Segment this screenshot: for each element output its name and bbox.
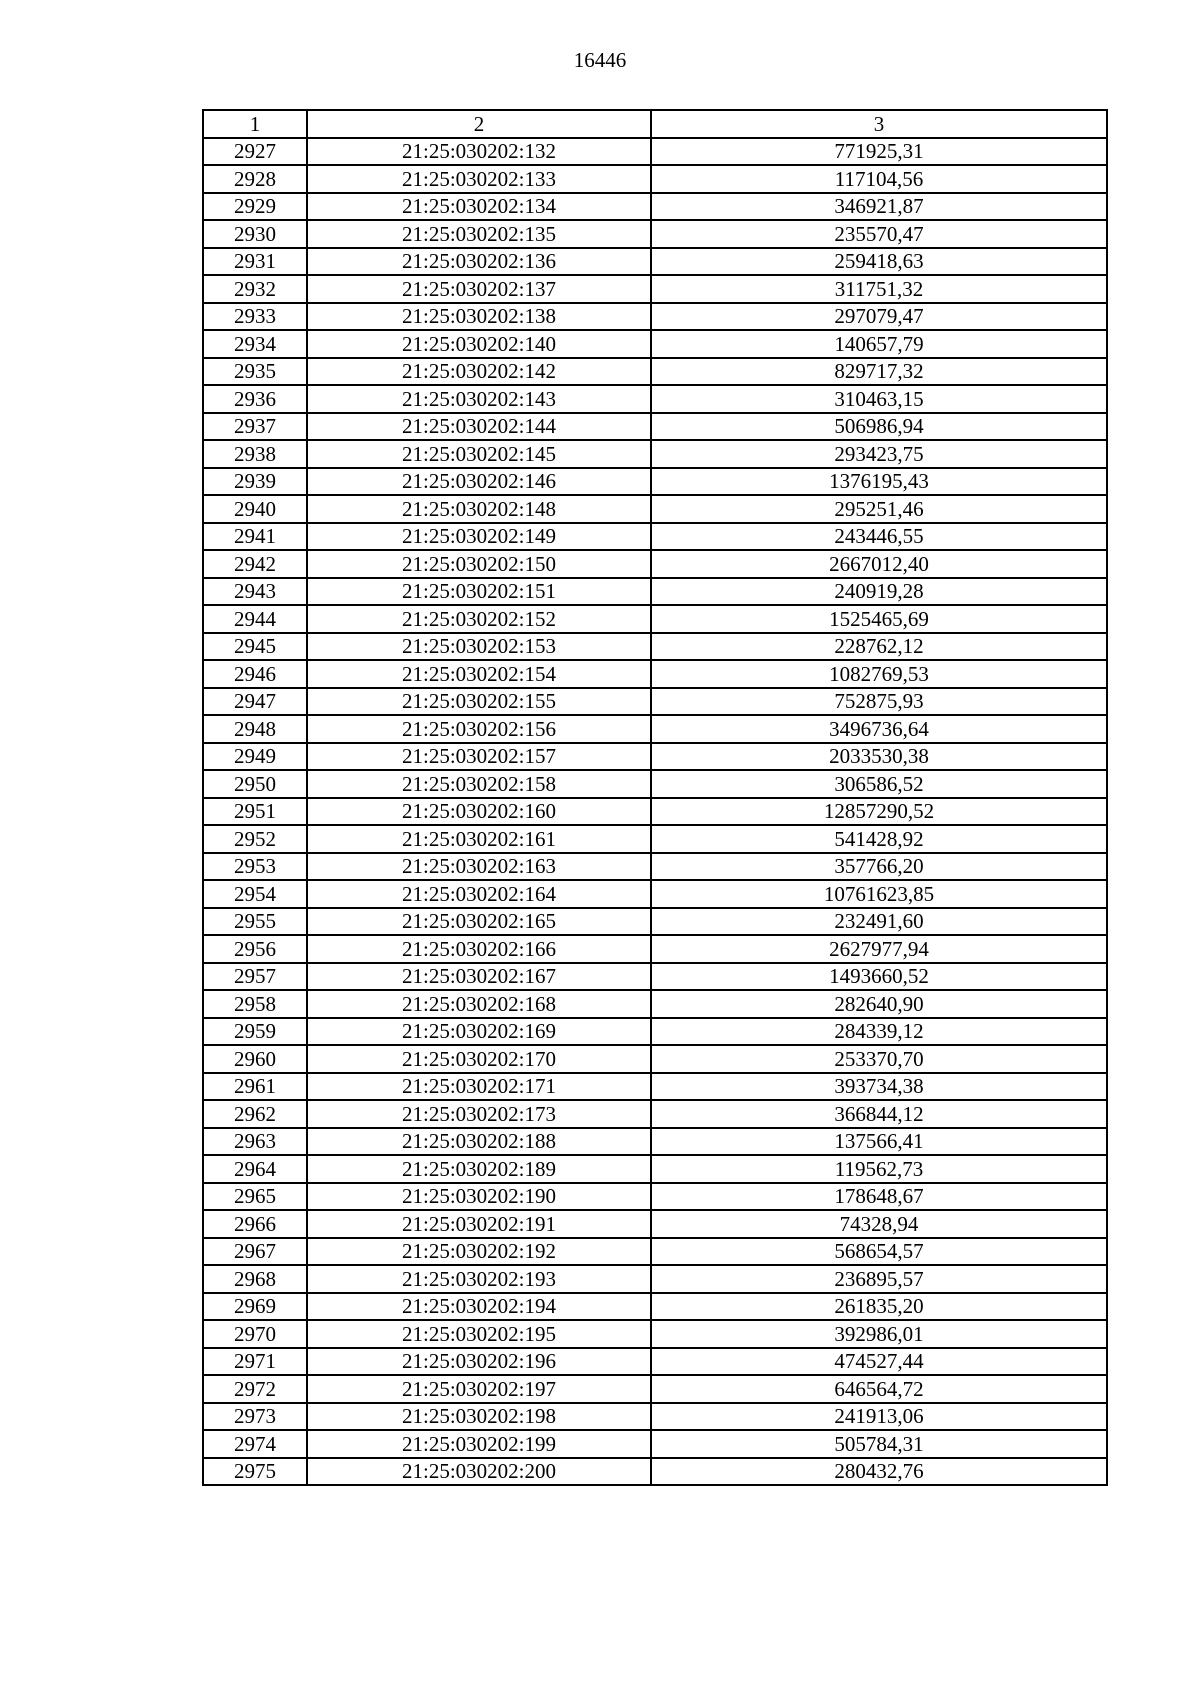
cadastral-number-cell: 21:25:030202:189	[307, 1155, 651, 1183]
row-number-cell: 2949	[203, 743, 307, 771]
cadastral-number-cell: 21:25:030202:196	[307, 1348, 651, 1376]
value-cell: 1493660,52	[651, 963, 1107, 991]
table-row	[203, 303, 1107, 331]
header-row	[203, 110, 1107, 138]
cadastral-number-cell: 21:25:030202:173	[307, 1100, 651, 1128]
table-row	[203, 935, 1107, 963]
value-cell: 119562,73	[651, 1155, 1107, 1183]
value-cell: 236895,57	[651, 1265, 1107, 1293]
data-table	[202, 109, 1108, 1486]
cadastral-number-cell: 21:25:030202:146	[307, 468, 651, 496]
value-cell: 1525465,69	[651, 605, 1107, 633]
cadastral-number-cell: 21:25:030202:168	[307, 990, 651, 1018]
table-row	[203, 330, 1107, 358]
value-cell: 3496736,64	[651, 715, 1107, 743]
cadastral-number-cell: 21:25:030202:145	[307, 440, 651, 468]
table-row	[203, 963, 1107, 991]
row-number-cell: 2956	[203, 935, 307, 963]
table-row	[203, 1348, 1107, 1376]
cadastral-number-cell: 21:25:030202:143	[307, 385, 651, 413]
table-row	[203, 275, 1107, 303]
cadastral-number-cell: 21:25:030202:155	[307, 688, 651, 716]
value-cell: 646564,72	[651, 1375, 1107, 1403]
cadastral-number-cell: 21:25:030202:199	[307, 1430, 651, 1458]
table-row	[203, 1238, 1107, 1266]
value-cell: 752875,93	[651, 688, 1107, 716]
row-number-cell: 2930	[203, 220, 307, 248]
row-number-cell: 2928	[203, 165, 307, 193]
table-row	[203, 1403, 1107, 1431]
cadastral-number-cell: 21:25:030202:135	[307, 220, 651, 248]
row-number-cell: 2957	[203, 963, 307, 991]
row-number-cell: 2972	[203, 1375, 307, 1403]
row-number-cell: 2963	[203, 1128, 307, 1156]
value-cell: 2033530,38	[651, 743, 1107, 771]
table-row	[203, 660, 1107, 688]
table-row	[203, 825, 1107, 853]
row-number-cell: 2951	[203, 798, 307, 826]
value-cell: 505784,31	[651, 1430, 1107, 1458]
cadastral-number-cell: 21:25:030202:132	[307, 138, 651, 166]
value-cell: 297079,47	[651, 303, 1107, 331]
table-row	[203, 1155, 1107, 1183]
row-number-cell: 2929	[203, 193, 307, 221]
row-number-cell: 2935	[203, 358, 307, 386]
value-cell: 232491,60	[651, 908, 1107, 936]
row-number-cell: 2966	[203, 1210, 307, 1238]
cadastral-number-cell: 21:25:030202:148	[307, 495, 651, 523]
value-cell: 178648,67	[651, 1183, 1107, 1211]
row-number-cell: 2952	[203, 825, 307, 853]
value-cell: 2627977,94	[651, 935, 1107, 963]
cadastral-number-cell: 21:25:030202:154	[307, 660, 651, 688]
table-row	[203, 1073, 1107, 1101]
cadastral-number-cell: 21:25:030202:137	[307, 275, 651, 303]
value-cell: 261835,20	[651, 1293, 1107, 1321]
row-number-cell: 2960	[203, 1045, 307, 1073]
cadastral-number-cell: 21:25:030202:200	[307, 1458, 651, 1486]
table-row	[203, 1100, 1107, 1128]
row-number-cell: 2958	[203, 990, 307, 1018]
table-row	[203, 1018, 1107, 1046]
table-row	[203, 1183, 1107, 1211]
value-cell: 541428,92	[651, 825, 1107, 853]
cadastral-number-cell: 21:25:030202:167	[307, 963, 651, 991]
cadastral-number-cell: 21:25:030202:164	[307, 880, 651, 908]
cadastral-number-cell: 21:25:030202:156	[307, 715, 651, 743]
row-number-cell: 2943	[203, 578, 307, 606]
cadastral-number-cell: 21:25:030202:165	[307, 908, 651, 936]
value-cell: 282640,90	[651, 990, 1107, 1018]
table-row	[203, 413, 1107, 441]
row-number-cell: 2974	[203, 1430, 307, 1458]
value-cell: 74328,94	[651, 1210, 1107, 1238]
row-number-cell: 2948	[203, 715, 307, 743]
table-body	[203, 138, 1107, 1486]
value-cell: 310463,15	[651, 385, 1107, 413]
table-row	[203, 495, 1107, 523]
row-number-cell: 2946	[203, 660, 307, 688]
table-row	[203, 1265, 1107, 1293]
row-number-cell: 2931	[203, 248, 307, 276]
table-row	[203, 193, 1107, 221]
table-row	[203, 715, 1107, 743]
value-cell: 259418,63	[651, 248, 1107, 276]
row-number-cell: 2932	[203, 275, 307, 303]
row-number-cell: 2933	[203, 303, 307, 331]
cadastral-number-cell: 21:25:030202:195	[307, 1320, 651, 1348]
value-cell: 140657,79	[651, 330, 1107, 358]
cadastral-number-cell: 21:25:030202:138	[307, 303, 651, 331]
cadastral-number-cell: 21:25:030202:191	[307, 1210, 651, 1238]
row-number-cell: 2939	[203, 468, 307, 496]
value-cell: 346921,87	[651, 193, 1107, 221]
cadastral-number-cell: 21:25:030202:152	[307, 605, 651, 633]
table-row	[203, 1458, 1107, 1486]
value-cell: 568654,57	[651, 1238, 1107, 1266]
table-row	[203, 743, 1107, 771]
row-number-cell: 2961	[203, 1073, 307, 1101]
table-row	[203, 523, 1107, 551]
row-number-cell: 2937	[203, 413, 307, 441]
value-cell: 240919,28	[651, 578, 1107, 606]
cadastral-number-cell: 21:25:030202:160	[307, 798, 651, 826]
cadastral-number-cell: 21:25:030202:198	[307, 1403, 651, 1431]
table-row	[203, 605, 1107, 633]
table-row	[203, 578, 1107, 606]
row-number-cell: 2950	[203, 770, 307, 798]
column-header-3: 3	[651, 110, 1107, 138]
table-row	[203, 1430, 1107, 1458]
row-number-cell: 2971	[203, 1348, 307, 1376]
table-row	[203, 1210, 1107, 1238]
column-header-2: 2	[307, 110, 651, 138]
value-cell: 293423,75	[651, 440, 1107, 468]
value-cell: 366844,12	[651, 1100, 1107, 1128]
table-row	[203, 550, 1107, 578]
row-number-cell: 2973	[203, 1403, 307, 1431]
table-row	[203, 220, 1107, 248]
value-cell: 506986,94	[651, 413, 1107, 441]
cadastral-number-cell: 21:25:030202:133	[307, 165, 651, 193]
row-number-cell: 2927	[203, 138, 307, 166]
cadastral-number-cell: 21:25:030202:140	[307, 330, 651, 358]
page-number: 16446	[573, 48, 627, 72]
row-number-cell: 2967	[203, 1238, 307, 1266]
value-cell: 771925,31	[651, 138, 1107, 166]
row-number-cell: 2962	[203, 1100, 307, 1128]
table-row	[203, 1293, 1107, 1321]
row-number-cell: 2936	[203, 385, 307, 413]
cadastral-number-cell: 21:25:030202:158	[307, 770, 651, 798]
table-row	[203, 1128, 1107, 1156]
row-number-cell: 2965	[203, 1183, 307, 1211]
value-cell: 295251,46	[651, 495, 1107, 523]
value-cell: 241913,06	[651, 1403, 1107, 1431]
table-row	[203, 770, 1107, 798]
row-number-cell: 2959	[203, 1018, 307, 1046]
value-cell: 357766,20	[651, 853, 1107, 881]
cadastral-number-cell: 21:25:030202:194	[307, 1293, 651, 1321]
cadastral-number-cell: 21:25:030202:153	[307, 633, 651, 661]
value-cell: 228762,12	[651, 633, 1107, 661]
cadastral-number-cell: 21:25:030202:134	[307, 193, 651, 221]
table-row	[203, 688, 1107, 716]
cadastral-number-cell: 21:25:030202:142	[307, 358, 651, 386]
value-cell: 235570,47	[651, 220, 1107, 248]
value-cell: 829717,32	[651, 358, 1107, 386]
cadastral-number-cell: 21:25:030202:170	[307, 1045, 651, 1073]
table-row	[203, 853, 1107, 881]
value-cell: 137566,41	[651, 1128, 1107, 1156]
table-header	[203, 110, 1107, 138]
row-number-cell: 2934	[203, 330, 307, 358]
row-number-cell: 2941	[203, 523, 307, 551]
value-cell: 1082769,53	[651, 660, 1107, 688]
row-number-cell: 2955	[203, 908, 307, 936]
cadastral-number-cell: 21:25:030202:161	[307, 825, 651, 853]
cadastral-number-cell: 21:25:030202:150	[307, 550, 651, 578]
row-number-cell: 2938	[203, 440, 307, 468]
table-row	[203, 468, 1107, 496]
row-number-cell: 2968	[203, 1265, 307, 1293]
cadastral-number-cell: 21:25:030202:169	[307, 1018, 651, 1046]
table-row	[203, 358, 1107, 386]
table-row	[203, 1045, 1107, 1073]
row-number-cell: 2942	[203, 550, 307, 578]
table-row	[203, 248, 1107, 276]
table-row	[203, 1375, 1107, 1403]
row-number-cell: 2954	[203, 880, 307, 908]
value-cell: 392986,01	[651, 1320, 1107, 1348]
table-row	[203, 990, 1107, 1018]
cadastral-number-cell: 21:25:030202:197	[307, 1375, 651, 1403]
cadastral-number-cell: 21:25:030202:171	[307, 1073, 651, 1101]
table-row	[203, 165, 1107, 193]
cadastral-number-cell: 21:25:030202:166	[307, 935, 651, 963]
value-cell: 10761623,85	[651, 880, 1107, 908]
table-row	[203, 1320, 1107, 1348]
value-cell: 280432,76	[651, 1458, 1107, 1486]
row-number-cell: 2940	[203, 495, 307, 523]
value-cell: 253370,70	[651, 1045, 1107, 1073]
value-cell: 393734,38	[651, 1073, 1107, 1101]
cadastral-number-cell: 21:25:030202:144	[307, 413, 651, 441]
row-number-cell: 2953	[203, 853, 307, 881]
value-cell: 474527,44	[651, 1348, 1107, 1376]
row-number-cell: 2964	[203, 1155, 307, 1183]
column-header-1: 1	[203, 110, 307, 138]
table-row	[203, 880, 1107, 908]
row-number-cell: 2975	[203, 1458, 307, 1486]
value-cell: 311751,32	[651, 275, 1107, 303]
cadastral-number-cell: 21:25:030202:190	[307, 1183, 651, 1211]
cadastral-number-cell: 21:25:030202:188	[307, 1128, 651, 1156]
cadastral-number-cell: 21:25:030202:136	[307, 248, 651, 276]
value-cell: 243446,55	[651, 523, 1107, 551]
value-cell: 2667012,40	[651, 550, 1107, 578]
row-number-cell: 2947	[203, 688, 307, 716]
cadastral-number-cell: 21:25:030202:163	[307, 853, 651, 881]
cadastral-number-cell: 21:25:030202:193	[307, 1265, 651, 1293]
cadastral-number-cell: 21:25:030202:149	[307, 523, 651, 551]
table-row	[203, 385, 1107, 413]
table-row	[203, 440, 1107, 468]
value-cell: 12857290,52	[651, 798, 1107, 826]
cadastral-number-cell: 21:25:030202:151	[307, 578, 651, 606]
row-number-cell: 2944	[203, 605, 307, 633]
table-row	[203, 798, 1107, 826]
cadastral-number-cell: 21:25:030202:192	[307, 1238, 651, 1266]
row-number-cell: 2969	[203, 1293, 307, 1321]
value-cell: 117104,56	[651, 165, 1107, 193]
table-row	[203, 633, 1107, 661]
row-number-cell: 2970	[203, 1320, 307, 1348]
value-cell: 1376195,43	[651, 468, 1107, 496]
cadastral-number-cell: 21:25:030202:157	[307, 743, 651, 771]
row-number-cell: 2945	[203, 633, 307, 661]
table-row	[203, 908, 1107, 936]
value-cell: 306586,52	[651, 770, 1107, 798]
table-row	[203, 138, 1107, 166]
value-cell: 284339,12	[651, 1018, 1107, 1046]
